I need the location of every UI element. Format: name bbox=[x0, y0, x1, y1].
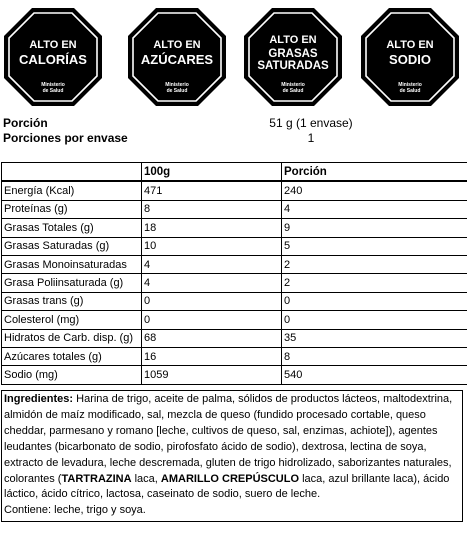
warning-seals bbox=[0, 0, 467, 112]
value-100g: 4 bbox=[142, 255, 282, 273]
table-row bbox=[2, 329, 467, 347]
seal-ministry-2: de Salud bbox=[166, 88, 188, 94]
table-row bbox=[2, 200, 467, 218]
value-100g: 0 bbox=[142, 311, 282, 329]
seal-ministry-1: Ministerio bbox=[41, 82, 65, 88]
table-row bbox=[2, 219, 467, 237]
table-row bbox=[2, 311, 467, 329]
nutrient-name: Grasas Monoinsaturadas bbox=[2, 255, 142, 273]
portions-per-pack-row bbox=[3, 131, 463, 145]
seal-line1: ALTO EN bbox=[29, 39, 77, 51]
table-row bbox=[2, 274, 467, 292]
seal-alto-en-sodio bbox=[360, 7, 460, 107]
seal-ministry-1: Ministerio bbox=[281, 82, 305, 88]
nutrient-name: Hidratos de Carb. disp. (g) bbox=[2, 329, 142, 347]
value-100g: 471 bbox=[142, 181, 282, 200]
table-row bbox=[2, 347, 467, 365]
nutrient-name: Grasas Totales (g) bbox=[2, 219, 142, 237]
value-100g: 1059 bbox=[142, 366, 282, 384]
nutrition-table bbox=[1, 162, 467, 385]
ingredients-list-part: laca, azul brillante laca), ácido láctico, ácido cítrico, lactosa, caseinato de sodio, suero de leche. bbox=[4, 472, 450, 501]
seal-line2: GRASAS bbox=[268, 48, 318, 60]
value-portion: 2 bbox=[282, 274, 467, 292]
value-portion: 2 bbox=[282, 255, 467, 273]
value-portion: 0 bbox=[282, 311, 467, 329]
value-100g: 8 bbox=[142, 200, 282, 218]
seal-line1: ALTO EN bbox=[153, 39, 201, 51]
seal-alto-en-calorias bbox=[3, 7, 103, 107]
value-portion: 540 bbox=[282, 366, 467, 384]
portions-per-pack-label: Porciones por envase bbox=[3, 131, 128, 145]
table-header-cell: Porción bbox=[282, 163, 467, 182]
portion-label: Porción bbox=[3, 116, 48, 130]
seal-ministry-1: Ministerio bbox=[165, 82, 189, 88]
portion-row bbox=[3, 116, 463, 130]
seal-line1: ALTO EN bbox=[386, 39, 434, 51]
value-portion: 35 bbox=[282, 329, 467, 347]
ingredient-highlight: AMARILLO CREPÚSCULO bbox=[160, 472, 300, 485]
seal-line3: SATURADAS bbox=[257, 60, 329, 72]
value-portion: 9 bbox=[282, 219, 467, 237]
value-100g: 68 bbox=[142, 329, 282, 347]
ingredients-text bbox=[4, 392, 460, 503]
nutrient-name: Sodio (mg) bbox=[2, 366, 142, 384]
seal-ministry-2: de Salud bbox=[282, 88, 304, 94]
value-portion: 4 bbox=[282, 200, 467, 218]
nutrient-name: Colesterol (mg) bbox=[2, 311, 142, 329]
nutrient-name: Grasa Poliinsaturada (g) bbox=[2, 274, 142, 292]
seal-ministry-2: de Salud bbox=[42, 88, 64, 94]
seal-ministry-2: de Salud bbox=[399, 88, 421, 94]
ingredients-box bbox=[1, 390, 463, 522]
nutrient-name: Grasas Saturadas (g) bbox=[2, 237, 142, 255]
nutrient-name: Azúcares totales (g) bbox=[2, 347, 142, 365]
value-portion: 0 bbox=[282, 292, 467, 310]
value-100g: 10 bbox=[142, 237, 282, 255]
value-100g: 0 bbox=[142, 292, 282, 310]
ingredient-highlight: TARTRAZINA bbox=[61, 472, 132, 485]
value-100g: 18 bbox=[142, 219, 282, 237]
seal-ministry-1: Ministerio bbox=[398, 82, 422, 88]
portion-value: 51 g (1 envase) bbox=[269, 116, 353, 130]
seal-alto-en-azucares bbox=[127, 7, 227, 107]
seal-line1: ALTO EN bbox=[269, 34, 317, 46]
nutrient-name: Grasas trans (g) bbox=[2, 292, 142, 310]
value-100g: 16 bbox=[142, 347, 282, 365]
seal-line2: CALORÍAS bbox=[19, 52, 87, 67]
allergens-statement: Contiene: leche, trigo y soya. bbox=[4, 504, 146, 517]
seal-line2: SODIO bbox=[389, 52, 431, 67]
table-row bbox=[2, 237, 467, 255]
seal-alto-en-grasas-saturadas bbox=[243, 7, 343, 107]
nutrient-name: Proteínas (g) bbox=[2, 200, 142, 218]
table-row bbox=[2, 181, 467, 200]
table-header-row bbox=[2, 163, 467, 182]
ingredients-list-part: Harina de trigo, aceite de palma, sólidos de productos lácteos, maltodextrina, almidón de maíz modificado, sal, mezcla de queso (fundido procesado cortable, queso cheddar, parmesano y romano [leche, cultivos de queso, sal, enzimas, achiote]), agentes leudantes (bicarbonato de sodio, pirofosfato ácido de sodio), dextrosa, lectina de soya, extracto de levadura, leche descremada, gluten de trigo hidrolizado, saborizantes naturales, colorantes ( bbox=[4, 393, 453, 485]
table-row bbox=[2, 366, 467, 384]
nutrient-name: Energía (Kcal) bbox=[2, 181, 142, 200]
ingredients-list-part: laca, bbox=[131, 472, 161, 485]
value-portion: 5 bbox=[282, 237, 467, 255]
table-row bbox=[2, 292, 467, 310]
ingredients-label: Ingredientes: bbox=[4, 393, 74, 405]
table-row bbox=[2, 255, 467, 273]
seal-line2: AZÚCARES bbox=[140, 52, 214, 67]
portions-per-pack-value: 1 bbox=[307, 131, 315, 145]
value-portion: 8 bbox=[282, 347, 467, 365]
table-header-cell: 100g bbox=[142, 163, 282, 182]
value-100g: 4 bbox=[142, 274, 282, 292]
table-header-cell bbox=[2, 163, 142, 182]
value-portion: 240 bbox=[282, 181, 467, 200]
